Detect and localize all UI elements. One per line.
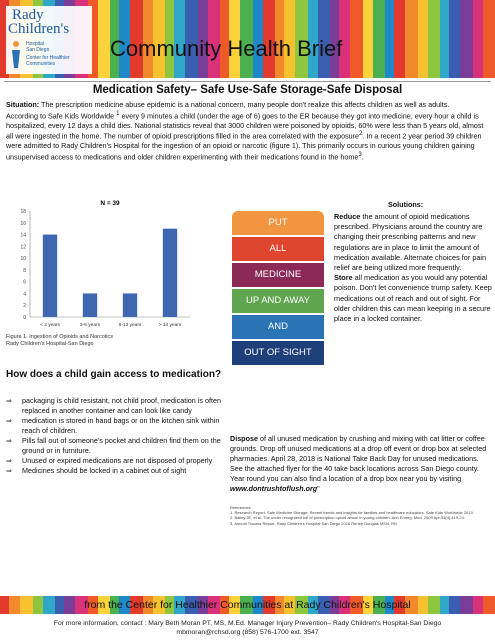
chart-title: N = 39 bbox=[100, 200, 120, 207]
contact-line-1: For more information, contact : Mary Beth Moran PT, MS, M.Ed. Manager Injury Prevention– Rady Children's Hospital-San Diego bbox=[53, 620, 442, 627]
solutions-title: Solutions: bbox=[388, 200, 424, 209]
logo-line-2: Children's bbox=[8, 21, 70, 37]
intro-section bbox=[6, 100, 490, 162]
situation-label: Situation: bbox=[6, 100, 40, 109]
reference-item: 2. Bailey JE, et al. The under recognized toll of prescription opioid abuse in young children. Ann Emerg. Med. 2009 Apr;53(4):419-24. bbox=[230, 515, 465, 521]
access-list bbox=[6, 396, 226, 476]
header-banner bbox=[0, 0, 495, 78]
disposal-text bbox=[230, 434, 492, 494]
access-list-item: ⇒ Unused or expired medications are not disposed of properly bbox=[6, 456, 213, 465]
x-tick-label: 6-13 years bbox=[118, 323, 142, 328]
references bbox=[230, 505, 492, 526]
arrow-right-icon: ⇒ bbox=[6, 456, 13, 465]
dispose-url[interactable]: www.dontrushtoflush.org bbox=[230, 484, 318, 493]
y-tick-label: 4 bbox=[23, 291, 26, 298]
access-heading: How does a child gain access to medication? bbox=[6, 369, 222, 380]
y-tick-label: 2 bbox=[23, 303, 26, 310]
ref-sup-2: 2 bbox=[359, 131, 363, 138]
stats-text-a: According to Safe Kids Worldwide bbox=[6, 110, 117, 120]
figure-caption: Figure 1. Ingestion of Opioids and Narcotics Rady Children's Hospital-San Diego bbox=[6, 334, 114, 347]
put-away-graphic bbox=[232, 211, 324, 367]
references-title: References: bbox=[230, 505, 252, 510]
stack-block: MEDICINE bbox=[232, 263, 324, 287]
stats-text-b: every 9 minutes a child (under the age of 6) goes to the ER because they got into medicine, every hour a child is hospitalized, every 12 days a child dies. National statistics reveal that 3000 children were poisoned by opioids, 60% were less than 5 years old, almost all were ingested in the home. The number of opioid prescriptions filled in the area correlated with the exposure bbox=[6, 110, 484, 141]
reference-item: 3. Annual Trauma Report, Rady Children's Hospital San Diego 2016 Renee Douglas MSN, RN bbox=[230, 520, 397, 526]
x-tick-label: 3-5 years bbox=[80, 323, 100, 328]
access-list-item: ⇒ medication is stored in hand bags or on the kitchen sink within reach of children. bbox=[6, 416, 220, 435]
dispose-body: of all unused medication by crushing and mixing with cat litter or coffee grounds. Drop off unused medications at a drop off event or drop box at selected pharmacies. April 28, 2018 is National Take Back Day for unused medications. See the attached flyer for the 40 take back locations across San Diego county. Year round you can also find a location of a drop box near you by visiting bbox=[230, 434, 487, 483]
contact-info bbox=[0, 619, 495, 637]
dispose-end: " bbox=[317, 484, 320, 493]
footer-band-text: from the Center for Healthier Communities at Rady Children's Hospital bbox=[84, 599, 411, 611]
solutions-text bbox=[334, 212, 492, 324]
y-tick-label: 16 bbox=[20, 220, 26, 227]
page-title: Medication Safety– Safe Use-Safe Storage-Safe Disposal bbox=[92, 84, 403, 96]
stack-block: UP AND AWAY bbox=[232, 289, 324, 313]
contact-email: mbmoran@rchsd.org (858) 576-1700 ext. 3547 bbox=[176, 629, 319, 636]
chart-bar bbox=[83, 293, 97, 317]
chart-bar bbox=[163, 229, 177, 317]
x-tick-label: > 14 years bbox=[158, 323, 182, 328]
logo-figure-icon bbox=[10, 40, 22, 70]
stats-text-c: . In a recent 2 year period 39 children were admitted to Rady Children's Hospital for the ingestion of an opioid or narcotic (figure 1). This primarily occurs in curious young children gaining unsupervised access to medications and older children experimenting with their medications found in the home bbox=[6, 131, 482, 162]
y-tick-label: 18 bbox=[20, 209, 26, 215]
access-list-item: ⇒ Pills fall out of someone's pocket and children find them on the ground or in furniture. bbox=[6, 436, 221, 455]
y-tick-label: 8 bbox=[23, 267, 26, 274]
store-label: Store bbox=[334, 273, 353, 283]
stats-text-d: . bbox=[361, 152, 364, 162]
arrow-right-icon: ⇒ bbox=[6, 436, 13, 445]
y-tick-label: 12 bbox=[20, 244, 26, 251]
stack-block: OUT OF SIGHT bbox=[232, 341, 324, 365]
chart-bar bbox=[123, 293, 137, 317]
brief-title: Community Health Brief bbox=[110, 36, 343, 61]
x-tick-label: < 2 years bbox=[40, 323, 60, 328]
situation-paragraph bbox=[6, 100, 490, 110]
stack-block: PUT bbox=[232, 211, 324, 235]
ref-sup-3: 3 bbox=[358, 151, 362, 158]
stack-block: AND bbox=[232, 315, 324, 339]
reduce-text: the amount of opioid medications prescribed. Physicians around the country are changing their prescribing patterns and new regulations are in place to limit the amount of medication available. Alternate choices for pain relief are being utilized more frequently. bbox=[334, 212, 487, 273]
header-divider bbox=[4, 81, 491, 82]
y-tick-label: 10 bbox=[20, 256, 26, 263]
y-tick-label: 14 bbox=[20, 232, 26, 239]
situation-text: The prescription medicine abuse epidemic is a national concern, many people don't realize this affects children as well as adults. bbox=[39, 100, 450, 109]
dispose-label: Dispose bbox=[230, 434, 258, 443]
arrow-right-icon: ⇒ bbox=[6, 396, 13, 405]
ref-sup-1: 1 bbox=[116, 110, 120, 117]
ingestion-bar-chart bbox=[6, 193, 196, 343]
statistics-paragraph bbox=[6, 110, 490, 162]
stack-block: ALL bbox=[232, 237, 324, 261]
logo-line-4: Center for Healthier Communities bbox=[26, 55, 70, 67]
chart-bar bbox=[43, 235, 57, 317]
arrow-right-icon: ⇒ bbox=[6, 466, 13, 475]
reduce-label: Reduce bbox=[334, 212, 361, 221]
hospital-logo bbox=[6, 6, 92, 74]
reference-item: 1. Research Report: Safe Medicine Storage: Recent trends and insights for families and healthcare educators. Safe Kids Worldwide 2013. bbox=[230, 510, 474, 516]
access-list-item: ⇒ packaging is child resistant, not child proof, medication is often replaced in another container and can look like candy bbox=[6, 396, 221, 415]
store-text: all medication as you would any potential poison. Don't let convenience trump safety. Keep medications out of reach and out of sight. For older children this can mean keeping in a secure place in a locked container. bbox=[334, 273, 492, 324]
logo-line-1: Rady bbox=[12, 7, 44, 23]
logo-line-3: Hospital San Diego bbox=[26, 41, 50, 53]
y-tick-label: 6 bbox=[23, 279, 26, 286]
arrow-right-icon: ⇒ bbox=[6, 416, 13, 425]
y-tick-label: 0 bbox=[23, 315, 26, 321]
access-list-item: ⇒ Medicines should be locked in a cabinet out of sight bbox=[6, 466, 187, 475]
